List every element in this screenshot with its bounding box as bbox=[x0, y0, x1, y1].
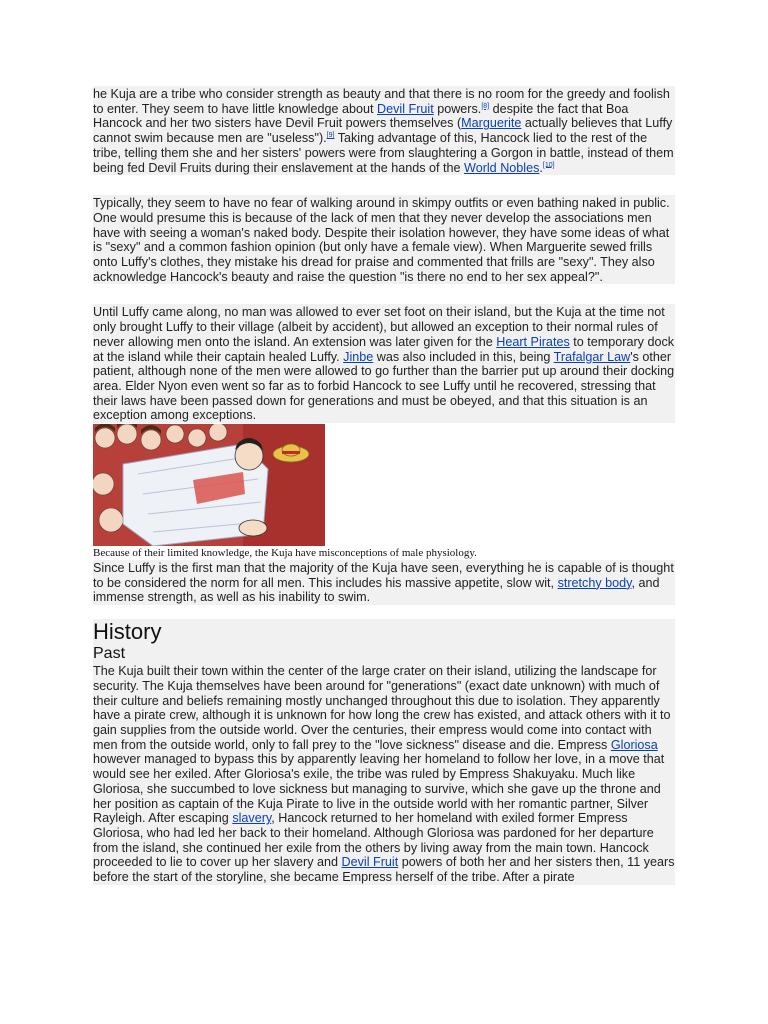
link-devil-fruit[interactable]: Devil Fruit bbox=[377, 101, 434, 116]
link-devil-fruit-2[interactable]: Devil Fruit bbox=[341, 855, 399, 870]
paragraph-kuja-beliefs: he Kuja are a tribe who consider strength as beauty and that there is no room for the greedy and foolish to enter. They seem to have little knowledge about Devil Fruit powers.[8] despite the fact that Boa Hancock and her two sisters have Devil Fruit powers themselves (Marguerite actually believes that Luffy cannot swim because men are "useless").[9] Taking advantage of this, Hancock lied to the rest of the tribe, telling them she and her sisters' powers were from slaughtering a Gorgon in battle, instead of them being fed Devil Fruits during their enslavement at the hands of the World Nobles.[10] bbox=[93, 87, 674, 175]
reference-10[interactable]: [10] bbox=[542, 161, 555, 169]
link-marguerite[interactable]: Marguerite bbox=[461, 116, 522, 131]
figure-caption: Because of their limited knowledge, the Kuja have misconceptions of male physiology. bbox=[93, 547, 675, 560]
link-heart-pirates[interactable]: Heart Pirates bbox=[496, 334, 570, 349]
link-trafalgar-law[interactable]: Trafalgar Law bbox=[553, 349, 631, 364]
paragraph-first-man: Since Luffy is the first man that the majority of the Kuja have seen, everything he is capable of is thought to be considered the norm for all men. This includes his massive appetite, slow wit, stretchy body, and immense strength, as well as his inability to swim. bbox=[93, 561, 674, 605]
section-heading-history: History bbox=[93, 619, 675, 645]
figure-image-kuja-luffy bbox=[93, 424, 325, 546]
link-world-nobles[interactable]: World Nobles bbox=[464, 160, 540, 175]
link-gloriosa[interactable]: Gloriosa bbox=[610, 737, 658, 752]
reference-9[interactable]: [9] bbox=[326, 131, 335, 139]
paragraph-men-on-island: Until Luffy came along, no man was allowed to ever set foot on their island, but the Kuja at the time not only brought Luffy to their village (albeit by accident), but allowed an exception to their normal rules of never allowing men onto the island. An extension was later given for the Heart Pirates to temporary dock at the island while their captain healed Luffy. Jinbe was also included in this, being Trafalgar Law's other patient, although none of the men were allowed to go further than the barrier put up around their docking area. Elder Nyon even went so far as to forbid Hancock to see Luffy until he recovered, stressing that their laws have been passed down for generations and must be obeyed, and that this situation is an exception among exceptions. bbox=[93, 305, 675, 423]
link-jinbe[interactable]: Jinbe bbox=[343, 349, 374, 364]
article-body bbox=[93, 86, 675, 885]
anime-illustration bbox=[93, 424, 325, 546]
link-stretchy-body[interactable]: stretchy body bbox=[557, 575, 632, 590]
subsection-heading-past: Past bbox=[93, 645, 675, 663]
reference-8[interactable]: [8] bbox=[481, 102, 490, 110]
paragraph-history-past: The Kuja built their town within the center of the large crater on their island, utilizing the landscape for security. The Kuja themselves have been around for "generations" (exact date unknown) with much of their culture and beliefs remaining mostly unchanged throughout this due to isolation. They apparently have a pirate crew, although it is unknown for how long the crew has existed, and attack others with it to gain supplies from the outside world. Over the centuries, their empress would come into contact with men from the outside world, only to fall prey to the "love sickness" disease and die. Empress Gloriosa however managed to bypass this by apparently leaving her homeland to follow her love, in a move that would see her exiled. After Gloriosa's exile, the tribe was ruled by Empress Shakuyaku. Much like Gloriosa, she succumbed to love sickness but managing to survive, which she gave up the throne and her position as captain of the Kuja Pirate to live in the outside world with her romantic partner, Silver Rayleigh. After escaping slavery, Hancock returned to her homeland with exiled former Empress Gloriosa, who had led her back to their homeland. Although Gloriosa was pardoned for her departure from the island, she continued her exile from the others by living away from the main town. Hancock proceeded to lie to cover up her slavery and Devil Fruit powers of both her and her sisters then, 11 years before the start of the storyline, she became Empress herself of the tribe. After a pirate bbox=[93, 664, 675, 885]
paragraph-fashion: Typically, they seem to have no fear of walking around in skimpy outfits or even bathing naked in public. One would presume this is because of the lack of men that they never develop the associations men have with seeing a woman's naked body. Despite their isolation however, they have some ideas of what is "sexy" and a common fashion opinion (but only have a female view). When Marguerite sewed frills onto Luffy's clothes, they mistake his dread for praise and commented that frills are "sexy". They also acknowledge Hancock's beauty and raise the question "is there no end to her sex appeal?". bbox=[93, 195, 675, 284]
link-slavery[interactable]: slavery bbox=[232, 811, 272, 826]
